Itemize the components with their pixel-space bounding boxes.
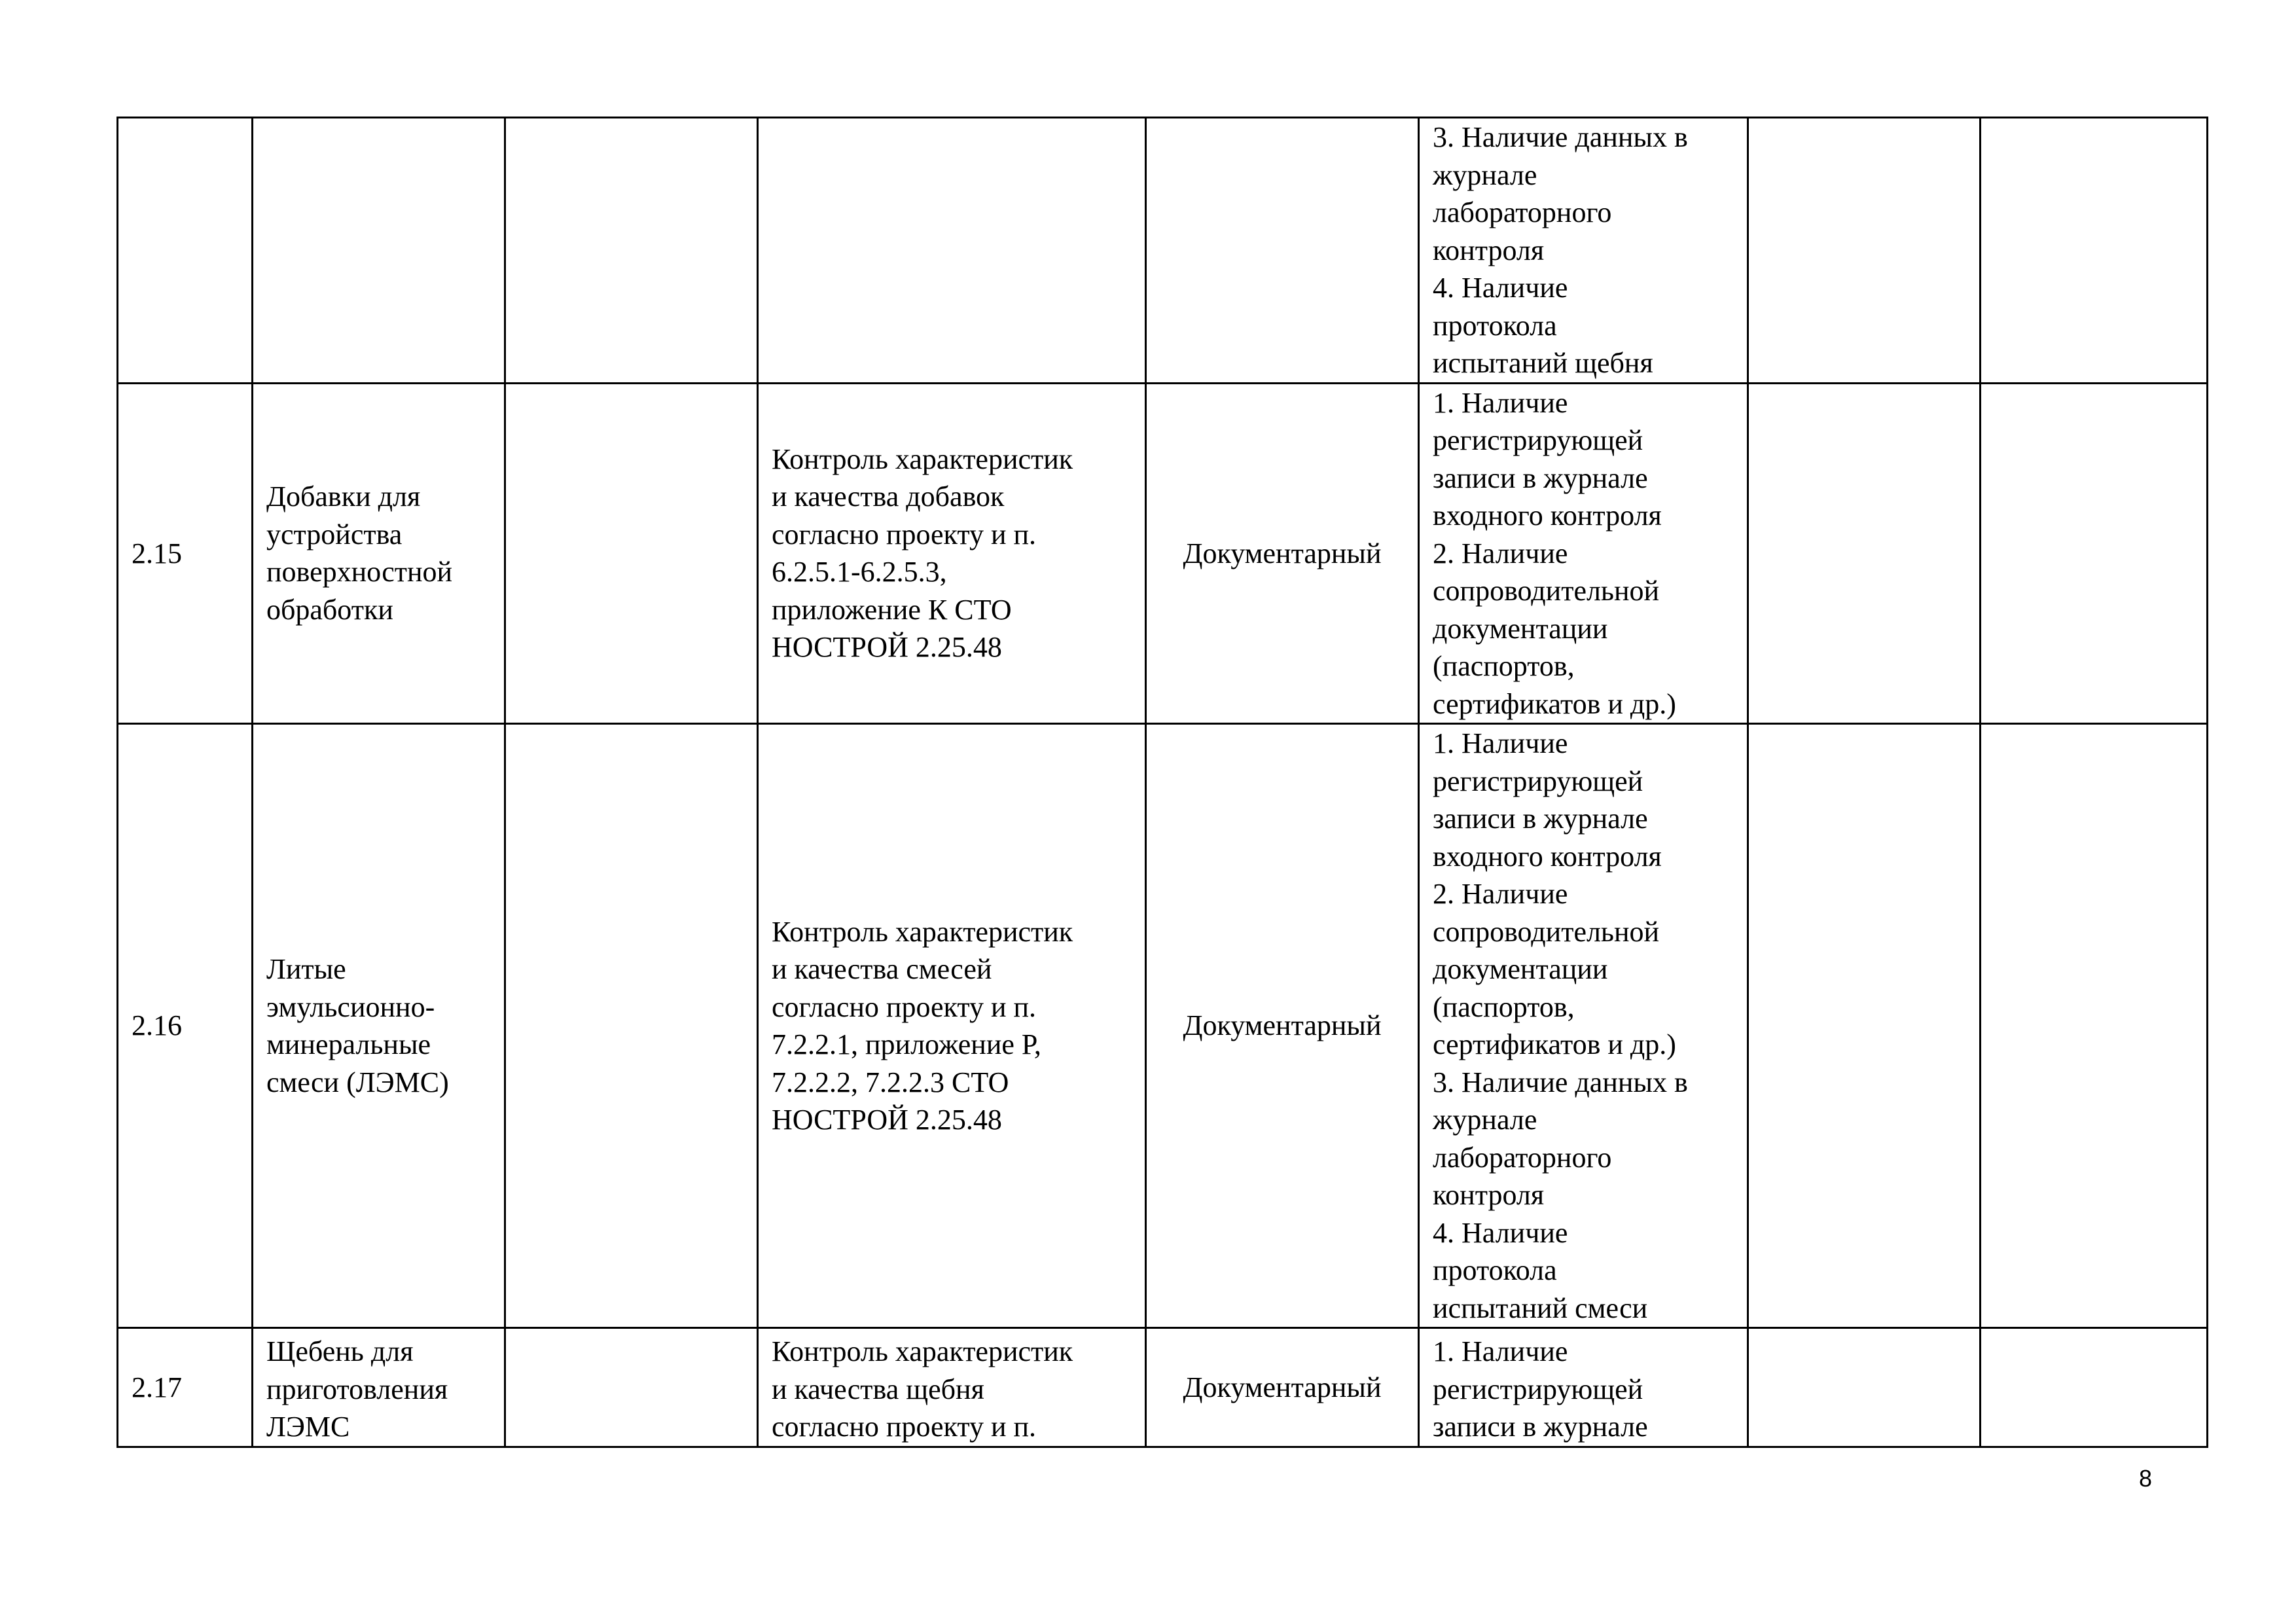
- control-description-cell: Контроль характеристик и качества щебня согласно проекту и п.: [758, 1328, 1146, 1447]
- checks-cell: 1. Наличие регистрирующей записи в журнале входного контроля 2. Наличие сопроводительной документации (паспортов, сертификатов и др.) 3. Наличие данных в журнале лабораторного контроля 4. Наличие протокола испытаний смеси: [1419, 724, 1748, 1328]
- checks-cell: 3. Наличие данных в журнале лабораторного контроля 4. Наличие протокола испытаний щебня: [1419, 118, 1748, 384]
- empty-cell: [505, 383, 758, 724]
- control-description-cell: [758, 118, 1146, 384]
- checks-cell: 1. Наличие регистрирующей записи в журнале: [1419, 1328, 1748, 1447]
- empty-cell: [1981, 1328, 2208, 1447]
- empty-cell: [505, 724, 758, 1328]
- item-number-cell: 2.15: [118, 383, 253, 724]
- material-cell: Щебень для приготовления ЛЭМС: [253, 1328, 505, 1447]
- material-cell: Литые эмульсионно- минеральные смеси (ЛЭМС): [253, 724, 505, 1328]
- control-description-cell: Контроль характеристик и качества смесей согласно проекту и п. 7.2.2.1, приложение Р, 7.2.2.2, 7.2.2.3 СТО НОСТРОЙ 2.25.48: [758, 724, 1146, 1328]
- checks-cell: 1. Наличие регистрирующей записи в журнале входного контроля 2. Наличие сопроводительной документации (паспортов, сертификатов и др.): [1419, 383, 1748, 724]
- empty-cell: [1748, 118, 1981, 384]
- empty-cell: [1981, 383, 2208, 724]
- empty-cell: [1748, 383, 1981, 724]
- control-method-cell: [1146, 118, 1419, 384]
- empty-cell: [505, 1328, 758, 1447]
- empty-cell: [1748, 1328, 1981, 1447]
- table-row: [118, 383, 2208, 724]
- table-row: [118, 724, 2208, 1328]
- table-row: [118, 1328, 2208, 1447]
- item-number-cell: 2.17: [118, 1328, 253, 1447]
- empty-cell: [1981, 724, 2208, 1328]
- inspection-table: [117, 117, 2208, 1448]
- control-description-cell: Контроль характеристик и качества добавок согласно проекту и п. 6.2.5.1-6.2.5.3, приложение К СТО НОСТРОЙ 2.25.48: [758, 383, 1146, 724]
- material-cell: [253, 118, 505, 384]
- control-method-cell: Документарный: [1146, 724, 1419, 1328]
- item-number-cell: 2.16: [118, 724, 253, 1328]
- empty-cell: [1981, 118, 2208, 384]
- table-row: [118, 118, 2208, 384]
- control-method-cell: Документарный: [1146, 383, 1419, 724]
- page-number: 8: [2138, 1465, 2153, 1492]
- material-cell: Добавки для устройства поверхностной обработки: [253, 383, 505, 724]
- empty-cell: [1748, 724, 1981, 1328]
- empty-cell: [505, 118, 758, 384]
- control-method-cell: Документарный: [1146, 1328, 1419, 1447]
- item-number-cell: [118, 118, 253, 384]
